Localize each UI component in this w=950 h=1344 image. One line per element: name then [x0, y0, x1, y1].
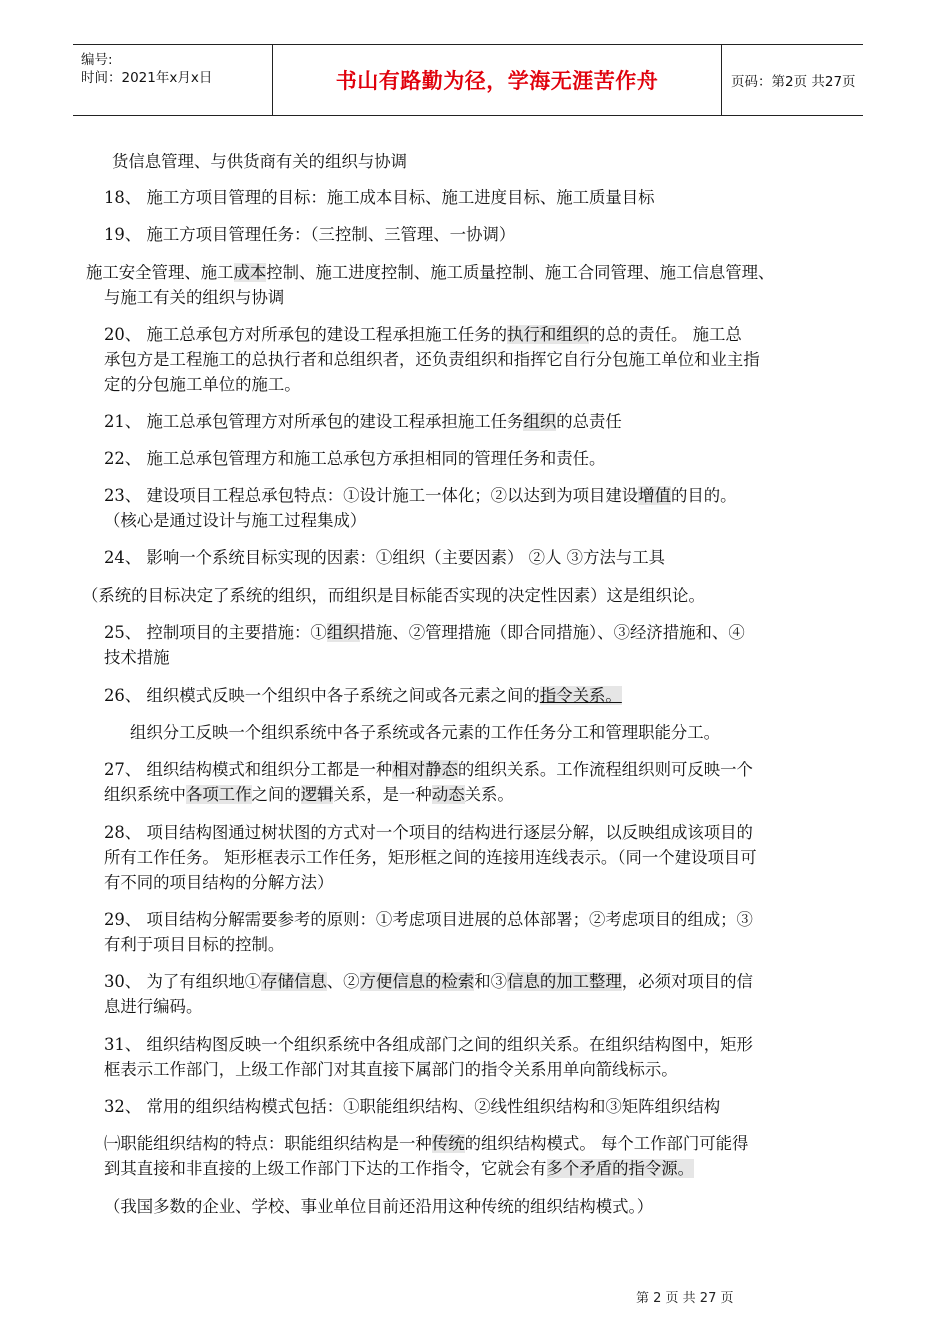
header-motto-cell [273, 45, 722, 115]
highlight: 方便信息的检索 [359, 972, 475, 991]
page-header [73, 44, 863, 116]
item-21: 21、 施工总承包管理方对所承包的建设工程承担施工任务组织的总责任 [104, 412, 622, 431]
highlight: 相对静态 [392, 760, 458, 779]
item-19: 19、 施工方项目管理任务：（三控制、三管理、一协调） [104, 225, 516, 244]
item-18: 18、 施工方项目管理的目标：施工成本目标、施工进度目标、施工质量目标 [104, 188, 655, 207]
item-31: 31、 组织结构图反映一个组织系统中各组成部门之间的组织关系。在组织结构图中，矩形 [104, 1035, 753, 1054]
paragraph-line: 框表示工作部门，上级工作部门对其直接下属部门的指令关系用单向箭线标示。 [104, 1060, 678, 1079]
number-label: 编号: [81, 52, 113, 68]
paragraph-line: 有不同的项目结构的分解方法） [104, 873, 334, 892]
item-26: 26、 组织模式反映一个组织中各子系统之间或各元素之间的指令关系。 [104, 686, 622, 705]
paragraph-line: 组织系统中各项工作之间的逻辑关系，是一种动态关系。 [104, 785, 514, 804]
highlight: 增值 [638, 486, 671, 505]
item-29: 29、 项目结构分解需要参考的原则：①考虑项目进展的总体部署；②考虑项目的组成；③ [104, 910, 753, 929]
highlight: 组织 [523, 412, 557, 431]
highlight: 信息的加工整理 [507, 972, 622, 991]
highlight: 逻辑 [300, 785, 334, 804]
highlight: 动态 [431, 785, 465, 804]
paragraph-line: （我国多数的企业、学校、事业单位目前还沿用这种传统的组织结构模式。） [104, 1197, 654, 1216]
paragraph-line: 组织分工反映一个组织系统中各子系统或各元素的工作任务分工和管理职能分工。 [130, 723, 721, 742]
highlight: 成本 [233, 263, 267, 282]
paragraph-line: 有利于项目目标的控制。 [104, 935, 285, 954]
paragraph-line: 施工安全管理、施工成本控制、施工进度控制、施工质量控制、施工合同管理、施工信息管理、 [86, 263, 775, 282]
paragraph-line: 到其直接和非直接的上级工作部门下达的工作指令，它就会有多个矛盾的指令源。 [104, 1159, 695, 1178]
paragraph-line: 定的分包施工单位的施工。 [104, 375, 301, 394]
highlight: 各项工作 [185, 785, 252, 804]
page-footer: 第 2 页 共 27 页 [636, 1291, 734, 1306]
paragraph-line: 息进行编码。 [104, 997, 203, 1016]
item-25: 25、 控制项目的主要措施：①组织措施、②管理措施（即合同措施）、③经济措施和、④ [104, 623, 745, 642]
motto-text: 书山有路勤为径，学海无涯苦作舟 [335, 69, 659, 93]
paragraph-line: （系统的目标决定了系统的组织，而组织是目标能否实现的决定性因素）这是组织论。 [82, 586, 705, 605]
paragraph-line: ㈠职能组织结构的特点：职能组织结构是一种传统的组织结构模式。 每个工作部门可能得 [104, 1134, 749, 1153]
item-30: 30、 为了有组织地①存储信息、②方便信息的检索和③信息的加工整理，必须对项目的信 [104, 972, 753, 991]
item-28: 28、 项目结构图通过树状图的方式对一个项目的结构进行逐层分解，以反映组成该项目的 [104, 823, 753, 842]
item-23: 23、 建设项目工程总承包特点：①设计施工一体化；②以达到为项目建设增值的目的。 [104, 486, 737, 505]
highlight: 执行和组织 [507, 325, 590, 344]
paragraph-line: 与施工有关的组织与协调 [104, 288, 285, 307]
paragraph-line: 承包方是工程施工的总执行者和总组织者，还负责组织和指挥它自行分包施工单位和业主指 [104, 350, 760, 369]
item-22: 22、 施工总承包管理方和施工总承包方承担相同的管理任务和责任。 [104, 449, 606, 468]
page-label: 页码：第2页 共27页 [731, 74, 856, 90]
time-label: 时间：2021年x月x日 [81, 70, 213, 86]
highlight: 多个矛盾的指令源。 [546, 1159, 695, 1178]
item-32: 32、 常用的组织结构模式包括：①职能组织结构、②线性组织结构和③矩阵组织结构 [104, 1097, 721, 1116]
item-20: 20、 施工总承包方对所承包的建设工程承担施工任务的执行和组织的总的责任。 施工总 [104, 325, 742, 344]
header-page-cell [721, 45, 863, 115]
paragraph-line: 货信息管理、与供货商有关的组织与协调 [112, 152, 408, 171]
paragraph-line: 所有工作任务。 矩形框表示工作任务，矩形框之间的连接用连线表示。（同一个建设项目可 [104, 848, 757, 867]
paragraph-line: （核心是通过设计与施工过程集成） [104, 511, 367, 530]
item-27: 27、 组织结构模式和组织分工都是一种相对静态的组织关系。工作流程组织则可反映一个 [104, 760, 753, 779]
highlight: 指令关系。 [539, 686, 622, 705]
highlight: 传统 [431, 1134, 465, 1153]
paragraph-line: 技术措施 [104, 648, 170, 667]
item-24: 24、 影响一个系统目标实现的因素：①组织（主要因素） ②人 ③方法与工具 [104, 548, 665, 567]
header-meta [73, 45, 273, 115]
highlight: 存储信息 [261, 972, 327, 991]
highlight: 组织 [326, 623, 360, 642]
